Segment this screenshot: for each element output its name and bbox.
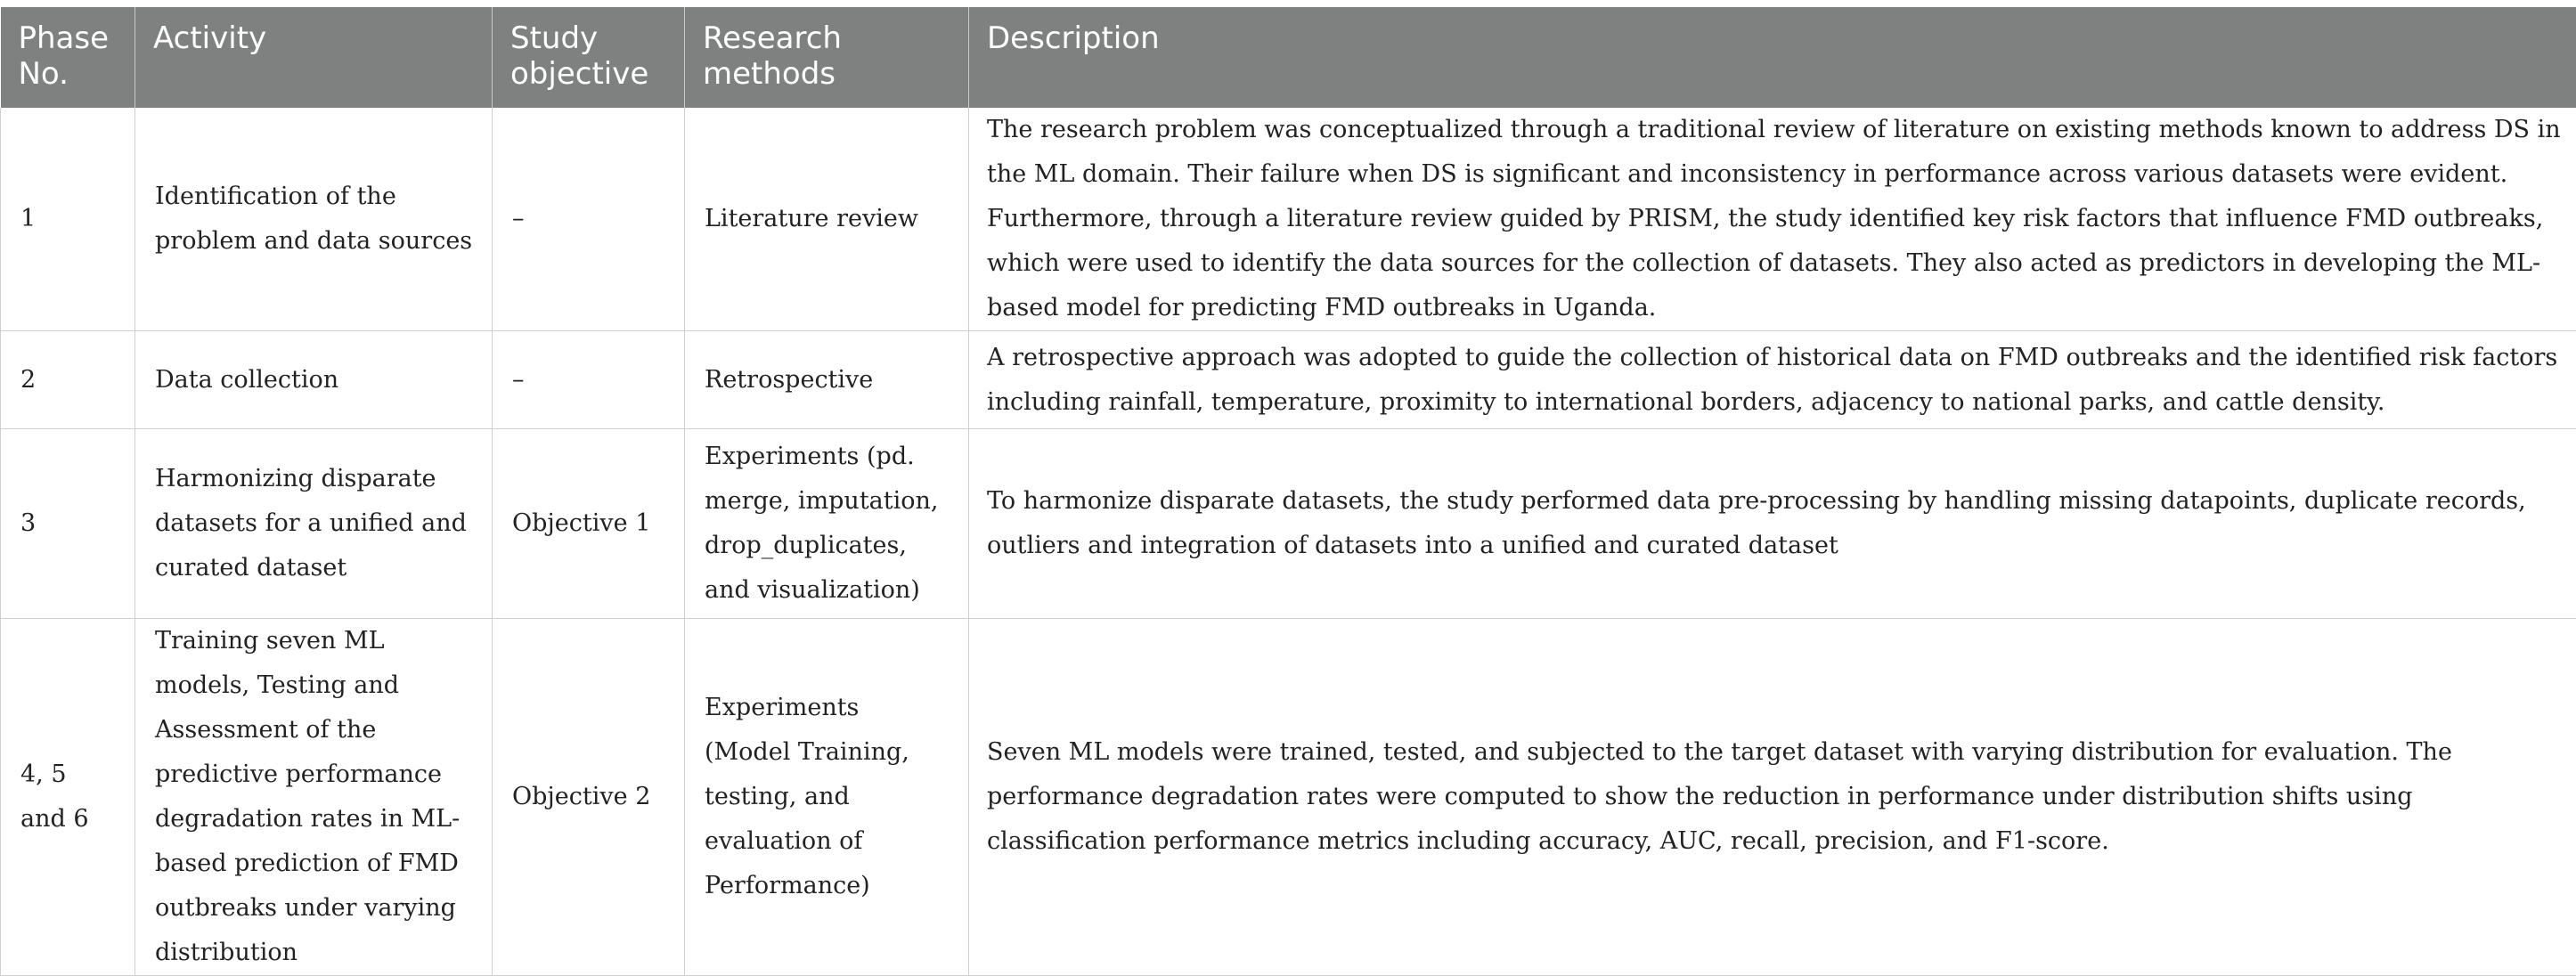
cell-phase: 4, 5 and 6	[1, 619, 135, 976]
table-body	[1, 108, 2576, 976]
cell-activity: Data collection	[135, 331, 493, 429]
cell-objective: Objective 2	[493, 619, 685, 976]
cell-objective: –	[493, 331, 685, 429]
cell-methods: Retrospective	[685, 331, 969, 429]
cell-methods: Experiments (pd. merge, imputation, drop_duplicates, and visualization)	[685, 429, 969, 619]
header-study-objective: Study objective	[493, 7, 685, 108]
header-phase-no: Phase No.	[1, 7, 135, 108]
cell-phase: 3	[1, 429, 135, 619]
cell-methods: Literature review	[685, 108, 969, 331]
table-header	[1, 7, 2576, 108]
research-phases-table-container	[0, 7, 2576, 976]
header-activity: Activity	[135, 7, 493, 108]
cell-activity: Training seven ML models, Testing and Assessment of the predictive performance degradation rates in ML-based prediction of FMD outbreaks under varying distribution	[135, 619, 493, 976]
cell-objective: Objective 1	[493, 429, 685, 619]
cell-methods: Experiments (Model Training, testing, and evaluation of Performance)	[685, 619, 969, 976]
cell-description: Seven ML models were trained, tested, and subjected to the target dataset with varying distribution for evaluation. The performance degradation rates were computed to show the reduction in performance under distribution shifts using classification performance metrics including accuracy, AUC, recall, precision, and F1-score.	[969, 619, 2576, 976]
cell-description: A retrospective approach was adopted to guide the collection of historical data on FMD outbreaks and the identified risk factors including rainfall, temperature, proximity to international borders, adjacency to national parks, and cattle density.	[969, 331, 2576, 429]
cell-phase: 2	[1, 331, 135, 429]
table-row	[1, 619, 2576, 976]
cell-activity: Identification of the problem and data sources	[135, 108, 493, 331]
cell-activity: Harmonizing disparate datasets for a unified and curated dataset	[135, 429, 493, 619]
cell-description: To harmonize disparate datasets, the study performed data pre-processing by handling missing datapoints, duplicate records, outliers and integration of datasets into a unified and curated dataset	[969, 429, 2576, 619]
table-row	[1, 108, 2576, 331]
cell-description: The research problem was conceptualized through a traditional review of literature on existing methods known to address DS in the ML domain. Their failure when DS is significant and inconsistency in performance across various datasets were evident. Furthermore, through a literature review guided by PRISM, the study identified key risk factors that influence FMD outbreaks, which were used to identify the data sources for the collection of datasets. They also acted as predictors in developing the ML-based model for predicting FMD outbreaks in Uganda.	[969, 108, 2576, 331]
header-description: Description	[969, 7, 2576, 108]
header-research-methods: Research methods	[685, 7, 969, 108]
research-phases-table	[0, 7, 2576, 976]
table-row	[1, 331, 2576, 429]
cell-objective: –	[493, 108, 685, 331]
cell-phase: 1	[1, 108, 135, 331]
table-row	[1, 429, 2576, 619]
header-row	[1, 7, 2576, 108]
